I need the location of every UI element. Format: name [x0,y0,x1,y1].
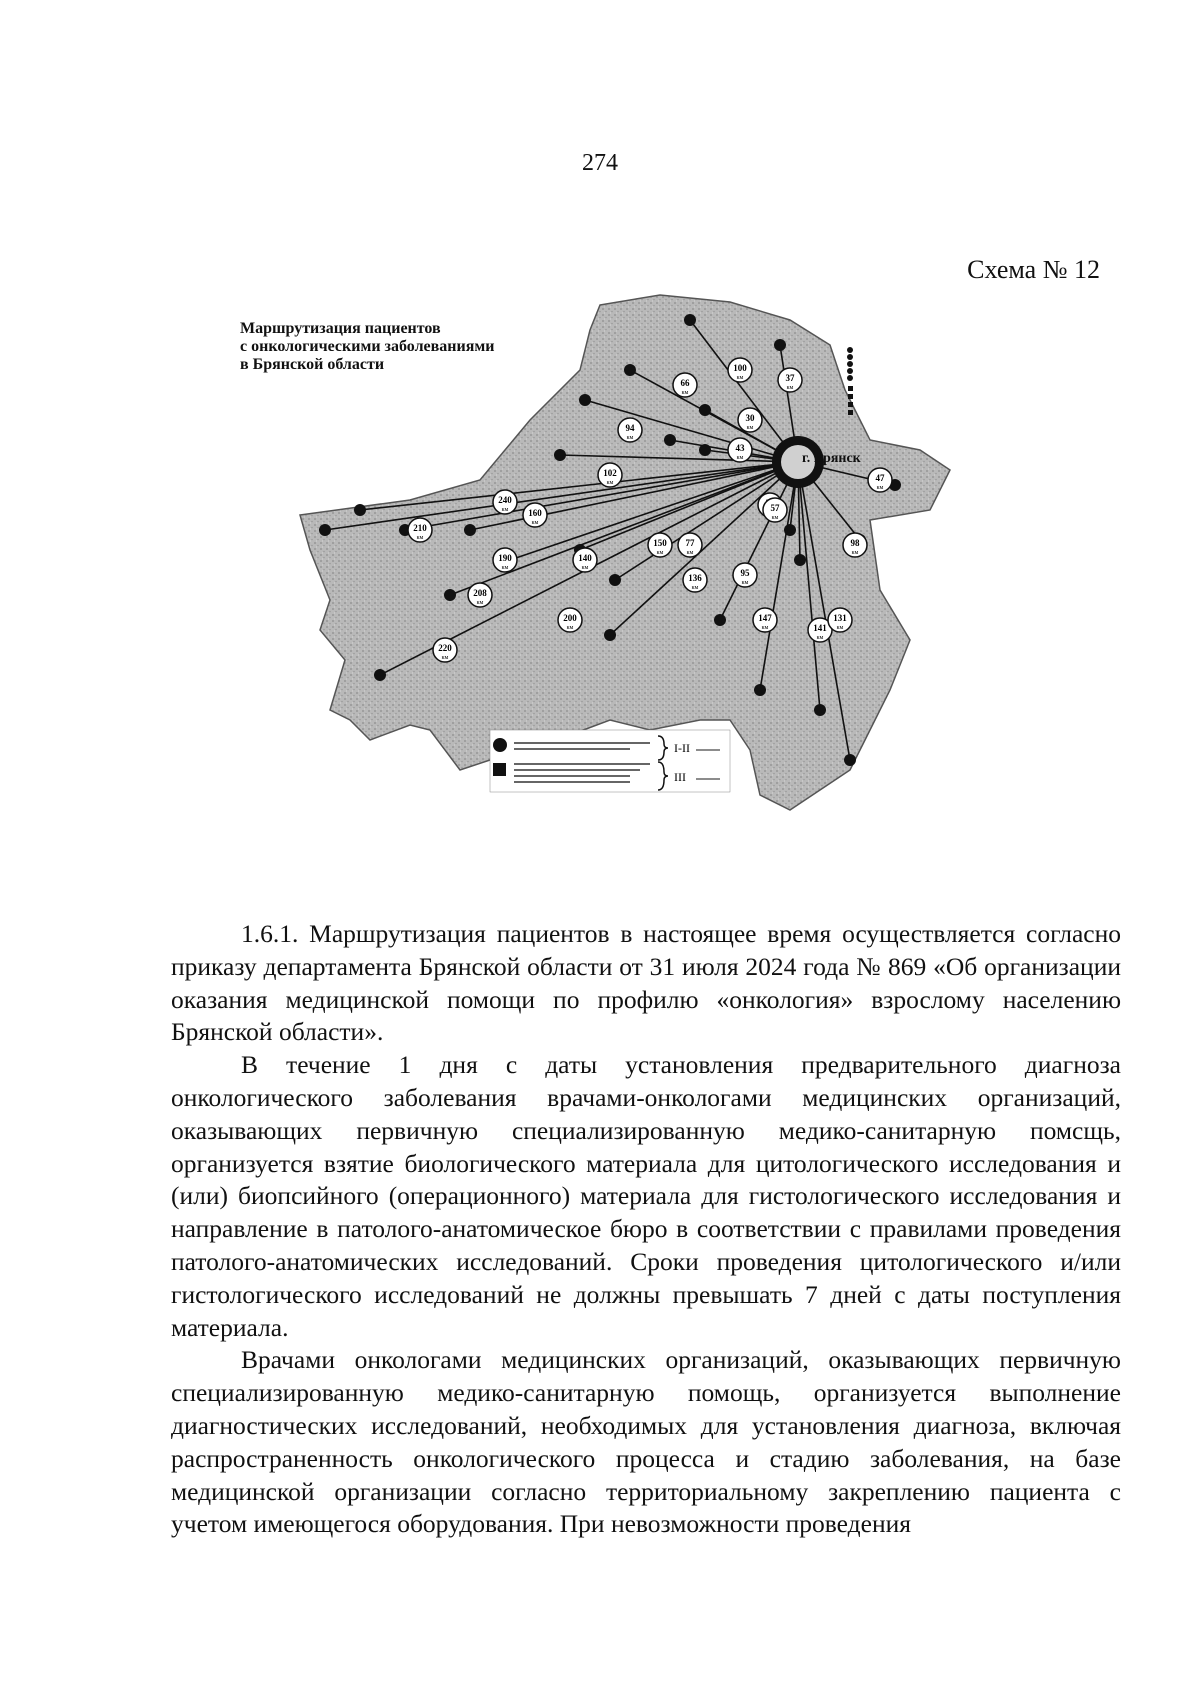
distance-label [843,533,867,557]
distance-label [763,498,787,522]
distance-unit: км [691,585,699,591]
map-title-line-3: в Брянской области [240,356,385,373]
distance-label [828,608,852,632]
body-text [171,918,1121,1541]
city-label: г. Брянск [802,451,861,466]
distance-unit: км [476,600,484,606]
district-hospital-marker [319,524,331,536]
distance-value: 141 [813,623,827,633]
distance-value: 160 [528,508,542,518]
distance-value: 210 [413,523,427,533]
map-title-line-2: с онкологическими заболеваниями [240,338,495,355]
distance-label [673,373,697,397]
legend-level-1-2: I-II [674,741,690,755]
distance-label [468,583,492,607]
district-hospital-marker [579,394,591,406]
district-hospital-marker [464,524,476,536]
distance-label [778,368,802,392]
distance-label [598,463,622,487]
district-hospital-marker [604,629,616,641]
distance-value: 190 [498,553,512,563]
distance-label [868,468,892,492]
district-hospital-marker [609,574,621,586]
distance-value: 94 [625,423,635,433]
legend-circle-icon [493,738,507,752]
distance-label [618,418,642,442]
distance-value: 47 [875,473,885,483]
legend-square-icon [493,763,506,776]
district-hospital-marker [699,444,711,456]
distance-value: 200 [563,613,577,623]
distance-unit: км [736,455,744,461]
district-hospital-marker [624,364,636,376]
paragraph-1: 1.6.1. Маршрутизация пациентов в настоящее время осуществляется согласно приказу департамента Брянской области от 31 июля 2024 года № 869 «Об организации оказания медицинской помощи по профилю «онкология» взрослому населению Брянской области». [171,919,1121,1047]
distance-unit: км [786,385,794,391]
district-hospital-marker [814,704,826,716]
distance-value: 102 [603,468,617,478]
map-title [240,320,495,374]
paragraph-3: Врачами онкологами медицинских организаций, оказывающих первичную специализированную медико-санитарную помощь, организуется выполнение диагностических исследований, необходимых для установления диагноза, включая распространенность онкологического процесса и стадию заболевания, на базе медицинской организации согласно территориальному закреплению пациента с учетом имеющегося оборудования. При невозможности проведения [171,1345,1121,1539]
distance-unit: км [656,550,664,556]
map-canvas [230,290,1160,890]
distance-value: 37 [785,373,795,383]
distance-value: 57 [770,503,780,513]
distance-value: 30 [745,413,755,423]
paragraph-2: В течение 1 дня с даты установления предварительного диагноза онкологического заболевания врачами-онкологами медицинских организаций, оказывающих первичную специализированную медико-санитарную помсщь, организуется взятие биологического материала для цитологического исследования и (или) биопсийного (операционного) материала для гистологического исследования и направление в патолого-анатомическое бюро в соответствии с правилами проведения патолого-анатомических исследований. Сроки проведения цитологического и/или гистологического исследований не должны превышать 7 дней с даты поступления материала. [171,1050,1121,1342]
district-hospital-marker [714,614,726,626]
distance-label [573,548,597,572]
distance-value: 150 [653,538,667,548]
distance-value: 136 [688,573,702,583]
district-hospital-marker [794,554,806,566]
distance-unit: км [851,550,859,556]
routing-map [230,290,1160,890]
distance-label [683,568,707,592]
map-legend [490,730,730,792]
tier1-markers-list [847,347,853,381]
distance-label [493,490,517,514]
district-hospital-marker [844,754,856,766]
distance-value: 43 [735,443,745,453]
distance-value: 100 [733,363,747,373]
distance-label [738,408,762,432]
distance-label [753,608,777,632]
distance-label [733,563,757,587]
distance-label [433,638,457,662]
distance-label [678,533,702,557]
distance-label [728,438,752,462]
district-hospital-marker [354,504,366,516]
distance-unit: км [686,550,694,556]
distance-label [728,358,752,382]
distance-value: 140 [578,553,592,563]
district-hospital-marker [374,669,386,681]
distance-unit: км [626,435,634,441]
distance-label [558,608,582,632]
distance-unit: км [441,655,449,661]
scheme-label: Схема № 12 [967,255,1100,284]
distance-label [523,503,547,527]
district-hospital-marker [554,449,566,461]
distance-value: 66 [680,378,690,388]
distance-unit: км [531,520,539,526]
distance-unit: км [566,625,574,631]
distance-value: 220 [438,643,452,653]
distance-value: 77 [685,538,695,548]
district-hospital-marker [774,339,786,351]
distance-unit: км [501,507,509,513]
distance-unit: км [736,375,744,381]
distance-unit: км [836,625,844,631]
distance-label [408,518,432,542]
district-hospital-marker [664,434,676,446]
distance-value: 147 [758,613,772,623]
map-title-line-1: Маршрутизация пациентов [240,320,441,337]
distance-value: 208 [473,588,487,598]
district-hospital-marker [444,589,456,601]
distance-unit: км [681,390,689,396]
distance-unit: км [746,425,754,431]
district-hospital-marker [684,314,696,326]
distance-unit: км [741,580,749,586]
district-hospital-marker [699,404,711,416]
distance-value: 240 [498,495,512,505]
distance-label [648,533,672,557]
distance-value: 98 [850,538,860,548]
distance-label [493,548,517,572]
distance-value: 95 [740,568,750,578]
distance-unit: км [816,635,824,641]
distance-value: 131 [833,613,847,623]
distance-unit: км [761,625,769,631]
distance-unit: км [416,535,424,541]
page-number: 274 [582,150,618,176]
distance-unit: км [581,565,589,571]
legend-level-3: III [674,770,686,784]
distance-unit: км [876,485,884,491]
distance-unit: км [771,515,779,521]
distance-unit: км [606,480,614,486]
district-hospital-marker [754,684,766,696]
distance-unit: км [501,565,509,571]
